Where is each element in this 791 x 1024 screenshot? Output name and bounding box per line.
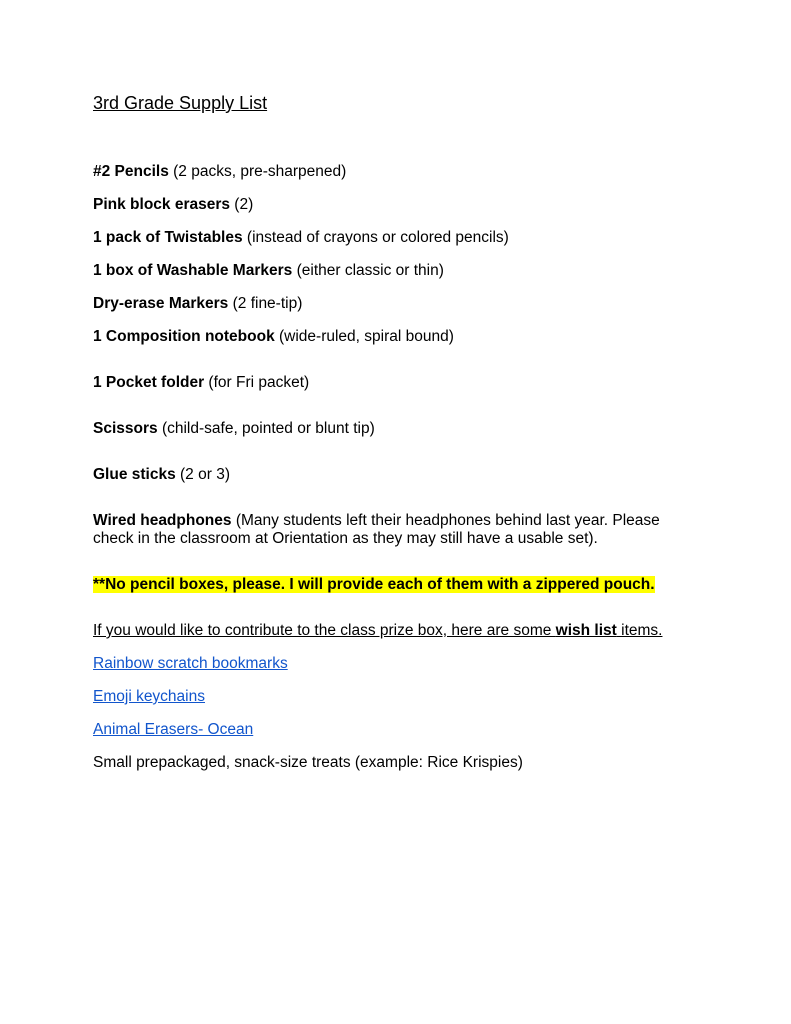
wishlist-item — [93, 688, 703, 706]
supply-item-name: Glue sticks — [93, 466, 176, 483]
supply-item-detail: (2 or 3) — [175, 466, 230, 483]
highlighted-note: **No pencil boxes, please. I will provide each of them with a zippered pouch. — [93, 576, 655, 593]
wishlist-intro-text: If you would like to contribute to the class prize box, here are some — [93, 622, 556, 639]
supply-item-markers — [93, 262, 703, 280]
supply-item-folder — [93, 374, 703, 392]
supply-item-name: Pink block erasers — [93, 196, 230, 213]
supply-item-detail: (2 fine-tip) — [228, 295, 303, 312]
supply-item-glue — [93, 466, 703, 484]
wishlist-item-treats: Small prepackaged, snack-size treats (example: Rice Krispies) — [93, 754, 523, 771]
supply-item-dry-erase — [93, 295, 703, 313]
page-title: 3rd Grade Supply List — [93, 93, 268, 113]
supply-item-name: Scissors — [93, 420, 158, 437]
supply-item-notebook — [93, 328, 703, 346]
supply-item-detail: (child-safe, pointed or blunt tip) — [157, 420, 375, 437]
wishlist-intro-bold: wish list — [555, 622, 617, 639]
supply-item-twistables — [93, 229, 703, 247]
supply-item-detail: (Many students left their headphones behind last year. Please check in the classroom at Orientation as they may still have a usable set). — [93, 512, 660, 547]
supply-item-name: Wired headphones — [93, 512, 232, 529]
supply-item-erasers — [93, 196, 703, 214]
supply-item-name: 1 Composition notebook — [93, 328, 275, 345]
wishlist-item — [93, 721, 703, 739]
wishlist-link-erasers[interactable]: Animal Erasers- Ocean — [93, 721, 254, 738]
supply-item-headphones — [93, 512, 703, 548]
supply-item-detail: (for Fri packet) — [204, 374, 310, 391]
wishlist-item — [93, 655, 703, 673]
wishlist-link-bookmarks[interactable]: Rainbow scratch bookmarks — [93, 655, 288, 672]
wishlist-link-keychains[interactable]: Emoji keychains — [93, 688, 205, 705]
supply-item-detail: (wide-ruled, spiral bound) — [274, 328, 454, 345]
supply-item-detail: (2) — [230, 196, 254, 213]
supply-item-name: Dry-erase Markers — [93, 295, 229, 312]
supply-item-detail: (either classic or thin) — [292, 262, 444, 279]
supply-item-name: 1 Pocket folder — [93, 374, 205, 391]
supply-item-name: #2 Pencils — [93, 163, 169, 180]
supply-item-name: 1 box of Washable Markers — [93, 262, 293, 279]
supply-item-name: 1 pack of Twistables — [93, 229, 243, 246]
wishlist-intro — [93, 622, 703, 640]
wishlist-intro-end: items. — [616, 622, 663, 639]
pencil-box-note — [93, 576, 703, 594]
supply-item-detail: (2 packs, pre-sharpened) — [168, 163, 347, 180]
supply-item-detail: (instead of crayons or colored pencils) — [242, 229, 509, 246]
supply-item-pencils — [93, 163, 703, 181]
supply-item-scissors — [93, 420, 703, 438]
